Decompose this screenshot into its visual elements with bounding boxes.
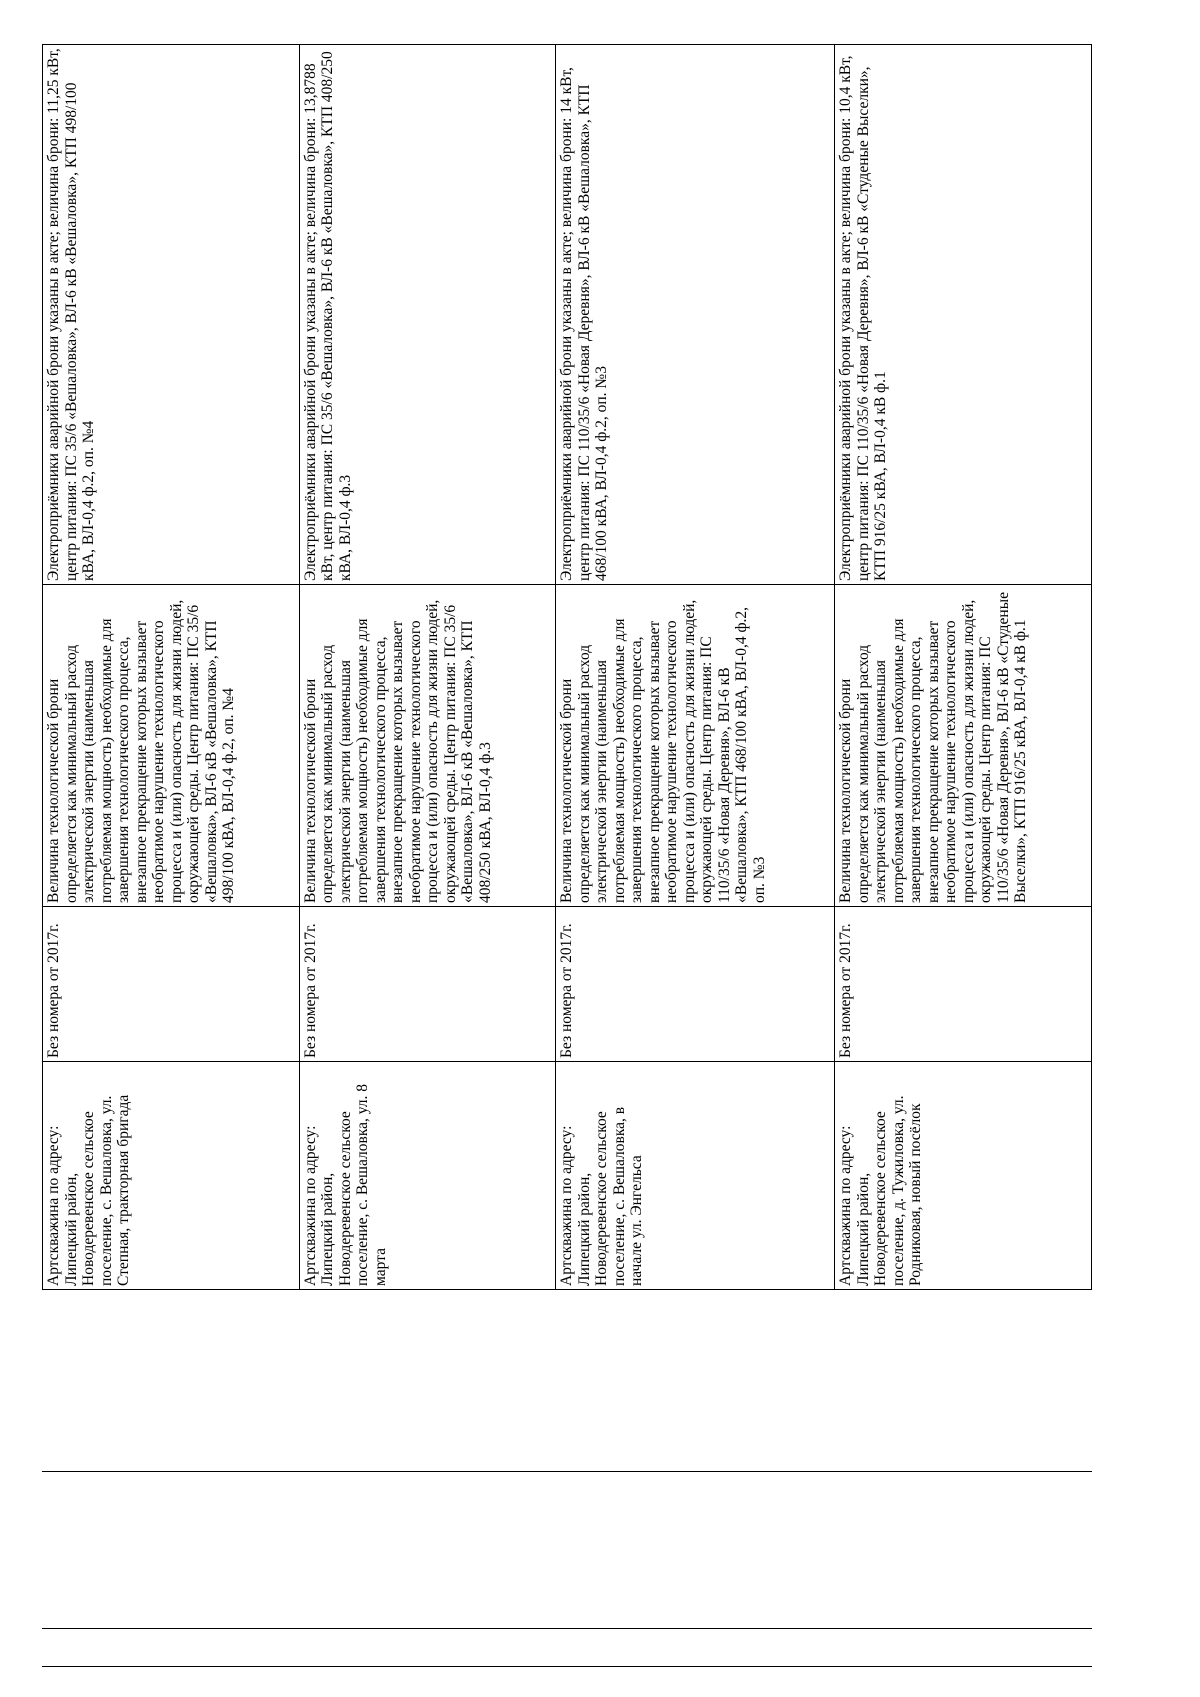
object-cell: Артскважина по адресу: Липецкий район, Новодеревенское сельское поселение, с. Вешаловка, ул. Степная, тракторная бригада [43, 1062, 300, 1290]
emergency-reserve-cell: Электроприёмники аварийной брони указаны в акте; величина брони: 10,4 кВт, центр питания: ПС 110/35/6 «Новая Деревня», ВЛ-6 кВ «Студеные Выселки», КТП 916/25 кВА, ВЛ-0,4 кВ ф.1 [835, 45, 1092, 585]
table-row [43, 45, 300, 1290]
tech-reserve-cell: Величина технологической брони определяется как минимальный расход электрической энергии (наименьшая потребляемая мощность) необходимые для завершения технологического процесса, внезапное прекращение которых вызывает необратимое нарушение технологического процесса и (или) опасность для жизни людей, окружающей среды. Центр питания: ПС 110/35/6 «Новая Деревня», ВЛ-6 кВ «Вешаловка», КТП 468/100 кВА, ВЛ-0,4 ф.2, оп. №3 [556, 585, 835, 907]
table-row [299, 45, 556, 1290]
horizontal-rule [42, 1666, 1092, 1667]
act-cell: Без номера от 2017г. [835, 907, 1092, 1062]
object-cell: Артскважина по адресу: Липецкий район, Новодеревенское сельское поселение, д. Тужиловка, ул. Родниковая, новый посёлок [835, 1062, 1092, 1290]
object-cell: Артскважина по адресу: Липецкий район, Новодеревенское сельское поселение, с. Вешаловка, ул. 8 марта [299, 1062, 556, 1290]
tech-reserve-cell: Величина технологической брони определяется как минимальный расход электрической энергии (наименьшая потребляемая мощность) необходимые для завершения технологического процесса, внезапное прекращение которых вызывает необратимое нарушение технологического процесса и (или) опасность для жизни людей, окружающей среды. Центр питания: ПС 35/6 «Вешаловка», ВЛ-6 кВ «Вешаловка», КТП 408/250 кВА, ВЛ-0,4 ф.3 [299, 585, 556, 907]
tech-reserve-cell: Величина технологической брони определяется как минимальный расход электрической энергии (наименьшая потребляемая мощность) необходимые для завершения технологического процесса, внезапное прекращение которых вызывает необратимое нарушение технологического процесса и (или) опасность для жизни людей, окружающей среды. Центр питания: ПС 110/35/6 «Новая Деревня», ВЛ-6 кВ «Студеные Выселки», КТП 916/25 кВА, ВЛ-0,4 кВ ф.1 [835, 585, 1092, 907]
act-cell: Без номера от 2017г. [299, 907, 556, 1062]
object-cell: Артскважина по адресу: Липецкий район, Новодеревенское сельское поселение, с. Вешаловка, в начале ул. Энгельса [556, 1062, 835, 1290]
table-row [556, 45, 835, 1290]
emergency-reserve-cell: Электроприёмники аварийной брони указаны в акте; величина брони: 14 кВт, центр питания: ПС 110/35/6 «Новая Деревня», ВЛ-6 кВ «Вешаловка», КТП 468/100 кВА, ВЛ-0,4 ф.2, оп. №3 [556, 45, 835, 585]
horizontal-rule [42, 1471, 1092, 1472]
emergency-reserve-cell: Электроприёмники аварийной брони указаны в акте; величина брони: 13,8788 кВт, центр питания: ПС 35/6 «Вешаловка», ВЛ-6 кВ «Вешаловка», КТП 408/250 кВА, ВЛ-0,4 ф.3 [299, 45, 556, 585]
rotated-table-wrapper [42, 45, 1092, 1290]
horizontal-rule [42, 1628, 1092, 1629]
tech-reserve-cell: Величина технологической брони определяется как минимальный расход электрической энергии (наименьшая потребляемая мощность) необходимые для завершения технологического процесса, внезапное прекращение которых вызывает необратимое нарушение технологического процесса и (или) опасность для жизни людей, окружающей среды. Центр питания: ПС 35/6 «Вешаловка», ВЛ-6 кВ «Вешаловка», КТП 498/100 кВА, ВЛ-0,4 ф.2, оп. №4 [43, 585, 300, 907]
table-row [835, 45, 1092, 1290]
act-cell: Без номера от 2017г. [556, 907, 835, 1062]
reservation-table [42, 44, 1092, 1290]
act-cell: Без номера от 2017г. [43, 907, 300, 1062]
emergency-reserve-cell: Электроприёмники аварийной брони указаны в акте; величина брони: 11,25 кВт, центр питания: ПС 35/6 «Вешаловка», ВЛ-6 кВ «Вешаловка», КТП 498/100 кВА, ВЛ-0,4 ф.2, оп. №4 [43, 45, 300, 585]
